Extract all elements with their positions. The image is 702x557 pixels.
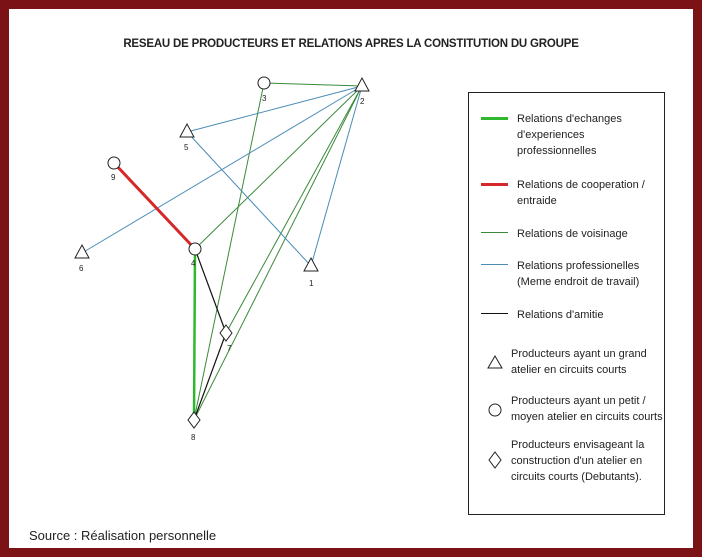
node-label: 9: [111, 173, 116, 182]
legend-label-grand: Producteurs ayant un grand atelier en circuits courts: [511, 348, 647, 376]
legend-box: [468, 92, 665, 515]
legend-label-debutants: Producteurs envisageant la construction d'un atelier en circuits courts (Debutants).: [511, 439, 645, 483]
legend-line-professionnelles: [481, 264, 508, 265]
node-3: [258, 77, 270, 103]
edge-cooperation-9-4: [114, 163, 195, 249]
node-label: 7: [227, 344, 232, 353]
circle-node-icon: [189, 243, 201, 255]
legend-label-voisinage: Relations de voisinage: [517, 228, 628, 240]
edge-professionnelles-2-5: [187, 86, 362, 132]
node-label: 3: [262, 94, 267, 103]
node-label: 4: [191, 259, 196, 268]
edge-amitie-7-8: [194, 333, 226, 420]
circle-node-icon: [258, 77, 270, 89]
triangle-node-icon: [304, 258, 318, 271]
edge-amitie-4-7: [195, 249, 226, 333]
node-label: 2: [360, 97, 365, 106]
edge-voisinage-2-7: [226, 86, 362, 333]
node-label: 8: [191, 433, 196, 442]
circle-icon: [487, 402, 503, 418]
legend-label-echanges: Relations d'echanges d'experiences professionnelles: [517, 113, 622, 157]
source-caption: Source : Réalisation personnelle: [29, 528, 217, 543]
legend-label-amitie: Relations d'amitie: [517, 309, 604, 321]
diagram-title: RESEAU DE PRODUCTEURS ET RELATIONS APRES LA CONSTITUTION DU GROUPE: [123, 38, 579, 50]
legend-line-voisinage: [481, 232, 508, 233]
edge-professionnelles-5-1: [187, 132, 311, 266]
edge-voisinage-3-8: [194, 83, 264, 420]
edges-group: [82, 83, 362, 420]
legend-label-cooperation: Relations de cooperation / entraide: [517, 179, 645, 207]
legend-label-petit: Producteurs ayant un petit / moyen atelier en circuits courts: [511, 395, 663, 423]
triangle-node-icon: [75, 245, 89, 258]
node-1: [304, 258, 318, 288]
diamond-node-icon: [220, 325, 232, 341]
nodes-group: [75, 77, 369, 442]
triangle-node-icon: [355, 78, 369, 91]
legend-label-professionnelles: Relations professionelles (Meme endroit de travail): [517, 260, 640, 288]
node-label: 6: [79, 264, 84, 273]
legend-line-amitie: [481, 313, 508, 314]
edge-professionnelles-2-1: [311, 86, 362, 266]
node-4: [189, 243, 201, 268]
triangle-icon: [487, 355, 503, 369]
node-7: [220, 325, 232, 353]
legend-line-cooperation: [481, 183, 508, 186]
diamond-icon: [487, 451, 503, 469]
node-label: 1: [309, 279, 314, 288]
diamond-node-icon: [188, 412, 200, 428]
legend-line-echanges: [481, 117, 508, 120]
node-6: [75, 245, 89, 273]
circle-node-icon: [108, 157, 120, 169]
edge-echanges-4-8: [194, 249, 195, 420]
edge-voisinage-3-2: [264, 83, 362, 86]
node-label: 5: [184, 143, 189, 152]
node-8: [188, 412, 200, 442]
